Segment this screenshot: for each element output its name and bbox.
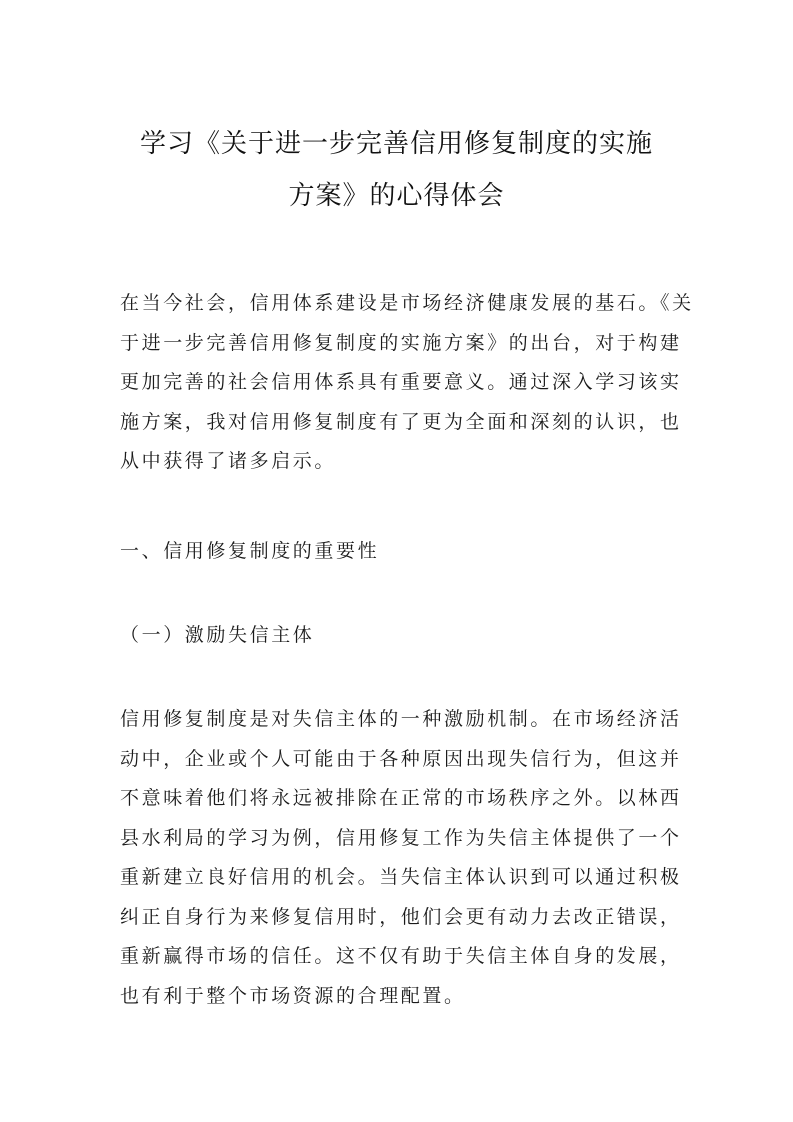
paragraph-line: 县水利局的学习为例，信用修复工作为失信主体提供了一个 [120, 826, 682, 849]
section-heading [120, 532, 676, 572]
paragraph-line: 不意味着他们将永远被排除在正常的市场秩序之外。以林西 [120, 787, 682, 809]
paragraph-line: 重新赢得市场的信任。这不仅有助于失信主体自身的发展， [120, 945, 682, 967]
paragraph-line: 从中获得了诸多启示。 [120, 450, 337, 472]
paragraph-line: 施方案，我对信用修复制度有了更为全面和深刻的认识，也 [120, 410, 682, 433]
paragraph-line: 信用修复制度是对失信主体的一种激励机制。在市场经济活 [120, 708, 682, 730]
paragraph-line: 更加完善的社会信用体系具有重要意义。通过深入学习该实 [120, 371, 682, 393]
paragraph-line: 动中，企业或个人可能由于各种原因出现失信行为，但这并 [120, 747, 682, 770]
paragraph-line: 于进一步完善信用修复制度的实施方案》的出台，对于构建 [120, 331, 682, 354]
section-heading-text: 一、信用修复制度的重要性 [120, 540, 380, 562]
document-title [100, 118, 693, 222]
paragraph-line: 重新建立良好信用的机会。当失信主体认识到可以通过积极 [120, 866, 682, 888]
subsection-heading [120, 616, 676, 656]
document-title-line: 方案》的心得体会 [288, 181, 505, 211]
body-paragraph [120, 700, 682, 1016]
paragraph-line: 纠正自身行为来修复信用时，他们会更有动力去改正错误， [120, 905, 682, 928]
subsection-heading-text: （一）激励失信主体 [120, 624, 315, 646]
intro-paragraph [120, 284, 694, 482]
paragraph-line: 在当今社会，信用体系建设是市场经济健康发展的基石。《关 [120, 292, 694, 314]
document-title-line: 学习《关于进一步完善信用修复制度的实施 [139, 129, 653, 159]
paragraph-line: 也有利于整个市场资源的合理配置。 [120, 984, 466, 1007]
